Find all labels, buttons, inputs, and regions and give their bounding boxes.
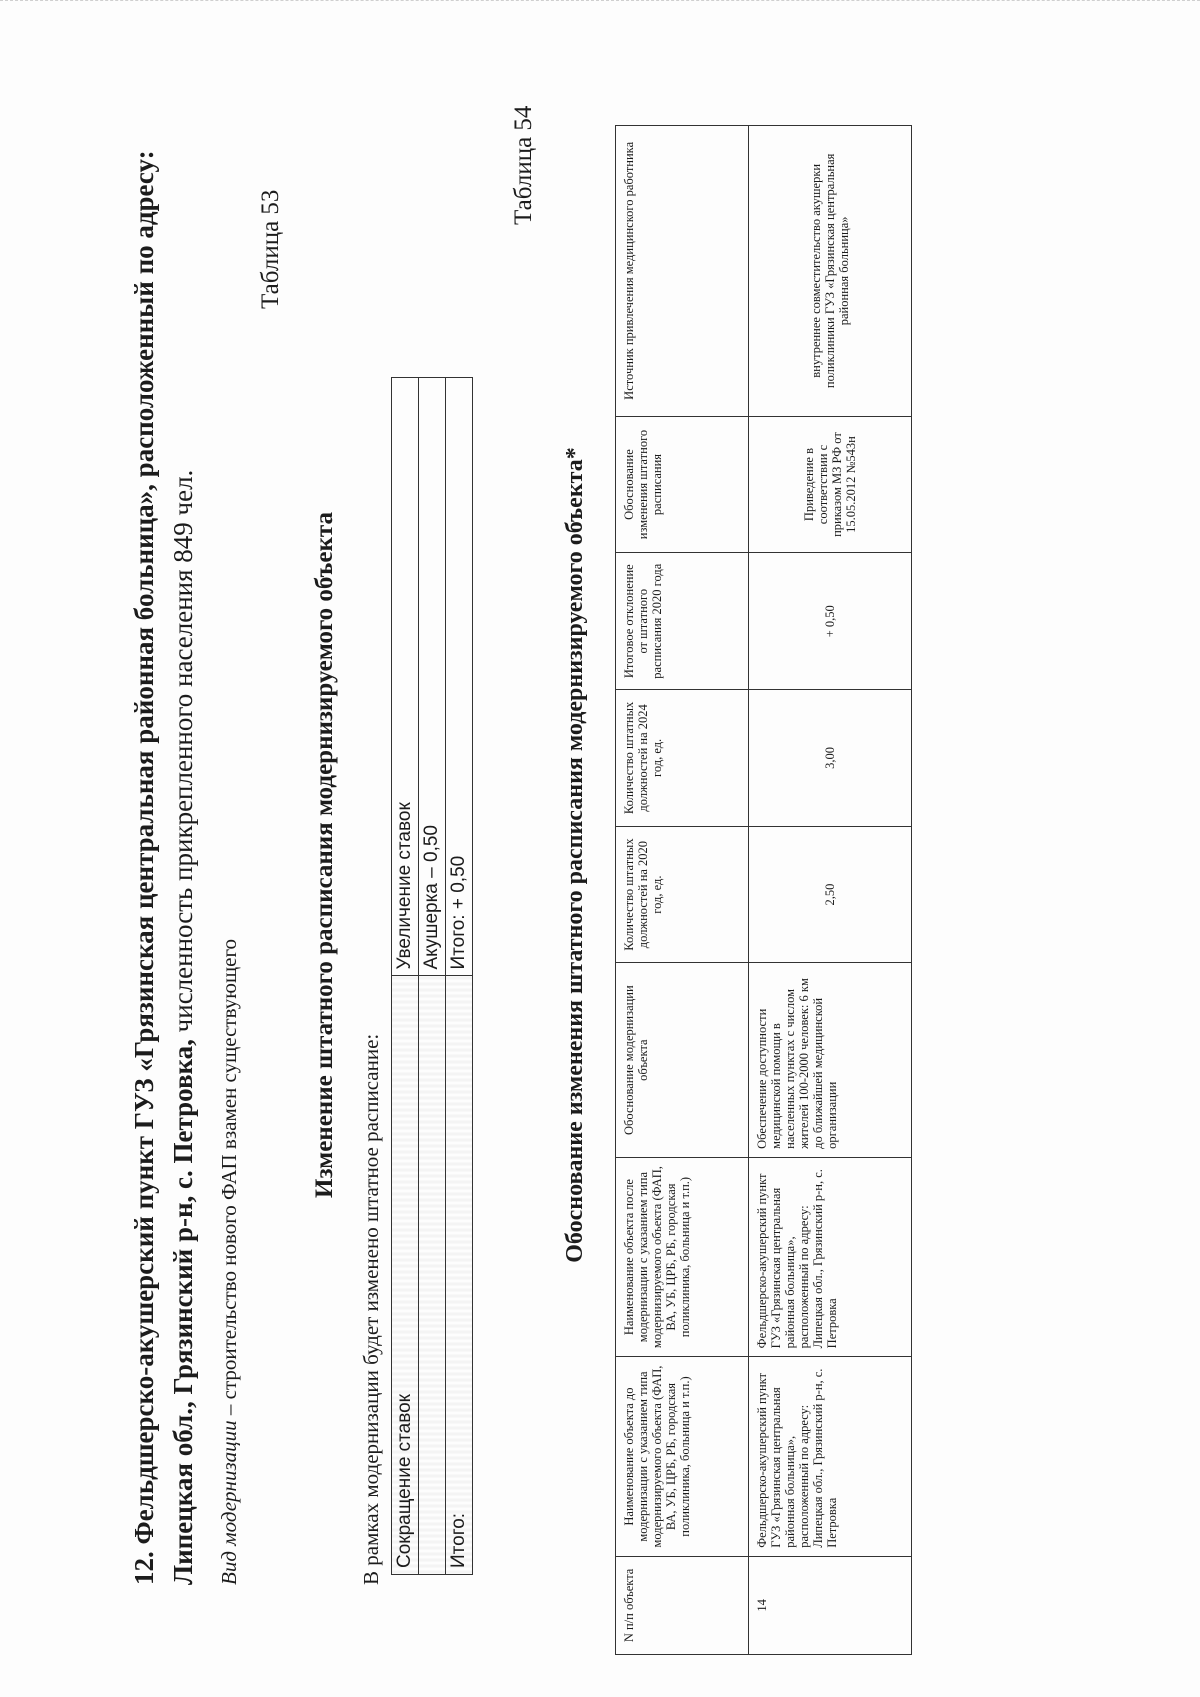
table54-header: Наименование объекта после модернизации с указанием типа модернизируемого объекта (ФАП, ВА, УБ, ЦРБ, РБ, городская поликлиника, больница и т.п.) <box>616 1157 749 1356</box>
table54-header: Количество штатных должностей на 2024 год, ед. <box>616 690 749 827</box>
staff-change-table <box>391 377 473 1575</box>
table54-header: Обоснование модернизации объекта <box>616 963 749 1157</box>
table-header-row <box>616 126 749 1655</box>
heading-population: численность прикрепленного населения 849 чел. <box>168 469 198 1033</box>
table54-title <box>562 125 589 1585</box>
table53-total-cut: Итого: <box>446 976 473 1575</box>
table54-header: Источник привлечения медицинского работника <box>616 126 749 417</box>
heading-bold-text: Фельдшерско-акушерский пункт ГУЗ «Грязинская центральная районная больница», расположенный по адресу: Липецкая обл., Грязинский р-н, с. Петровка, <box>129 150 198 1585</box>
table53-caption: Таблица 53 <box>257 189 284 309</box>
table-row <box>392 378 419 1575</box>
table54-cell-reason: Обеспечение доступности медицинской помощи в населенных пунктах с числом жителей 100-2000 человек: 6 км до ближайшей медицинской организации <box>749 963 912 1157</box>
table54-cell-number: 14 <box>749 1556 912 1654</box>
staff-justification-table <box>615 125 912 1655</box>
table54-cell-before: Фельдшерско-акушерский пункт ГУЗ «Грязинская центральная районная больница», расположенный по адресу: Липецкая обл., Грязинский р-н, с. Петровка <box>749 1357 912 1556</box>
table54-header: Наименование объекта до модернизации с указанием типа модернизируемого объекта (ФАП, ВА, УБ, ЦРБ, РБ, городская поликлиника, больница и т.п.) <box>616 1357 749 1556</box>
modernization-label: Вид модернизации <box>217 1420 241 1585</box>
footnote-mark: * <box>562 447 588 460</box>
table-row <box>446 378 473 1575</box>
document-page <box>125 85 1185 1643</box>
table54-header: Обоснование изменения штатного расписания <box>616 416 749 553</box>
modernization-type <box>217 939 242 1585</box>
table54-header: Итоговое отклонение от штатного расписания 2020 года <box>616 553 749 690</box>
table54-cell-basis: Приведение в соответствии с приказом МЗ РФ от 15.05.2012 №543н <box>749 416 912 553</box>
table54-header: Количество штатных должностей на 2020 год, ед. <box>616 826 749 963</box>
table53-total-increase: Итого: + 0,50 <box>446 378 473 977</box>
table54-cell-2020: 2,50 <box>749 826 912 963</box>
table53-header-increase: Увеличение ставок <box>392 378 419 977</box>
table53-intro: В рамках модернизации будет изменено штатное расписание: <box>359 1033 383 1585</box>
table-row <box>749 126 912 1655</box>
table53-cell: Акушерка – 0,50 <box>419 378 446 977</box>
table54-title-text: Обоснование изменения штатного расписания модернизируемого объекта <box>562 459 588 1263</box>
table53-cell <box>419 976 446 1575</box>
table54-header: N п/п объекта <box>616 1556 749 1654</box>
table54-cell-after: Фельдшерско-акушерский пункт ГУЗ «Грязинская центральная районная больница», расположенный по адресу: Липецкая обл., Грязинский р-н, с. Петровка <box>749 1157 912 1356</box>
modernization-text: – строительство нового ФАП взамен существующего <box>217 938 241 1416</box>
table54-caption: Таблица 54 <box>510 105 537 225</box>
table-row <box>419 378 446 1575</box>
table54-cell-2024: 3,00 <box>749 690 912 827</box>
table53-header-cut: Сокращение ставок <box>392 976 419 1575</box>
table54-cell-deviation: + 0,50 <box>749 553 912 690</box>
section-heading <box>125 125 203 1585</box>
table53-title: Изменение штатного расписания модернизируемого объекта <box>311 512 338 1198</box>
heading-number: 12. <box>129 1551 159 1585</box>
table54-cell-source: внутреннее совместительство акушерки поликлиники ГУЗ «Грязинская центральная районная больница» <box>749 126 912 417</box>
scan-edge <box>0 0 1200 9</box>
